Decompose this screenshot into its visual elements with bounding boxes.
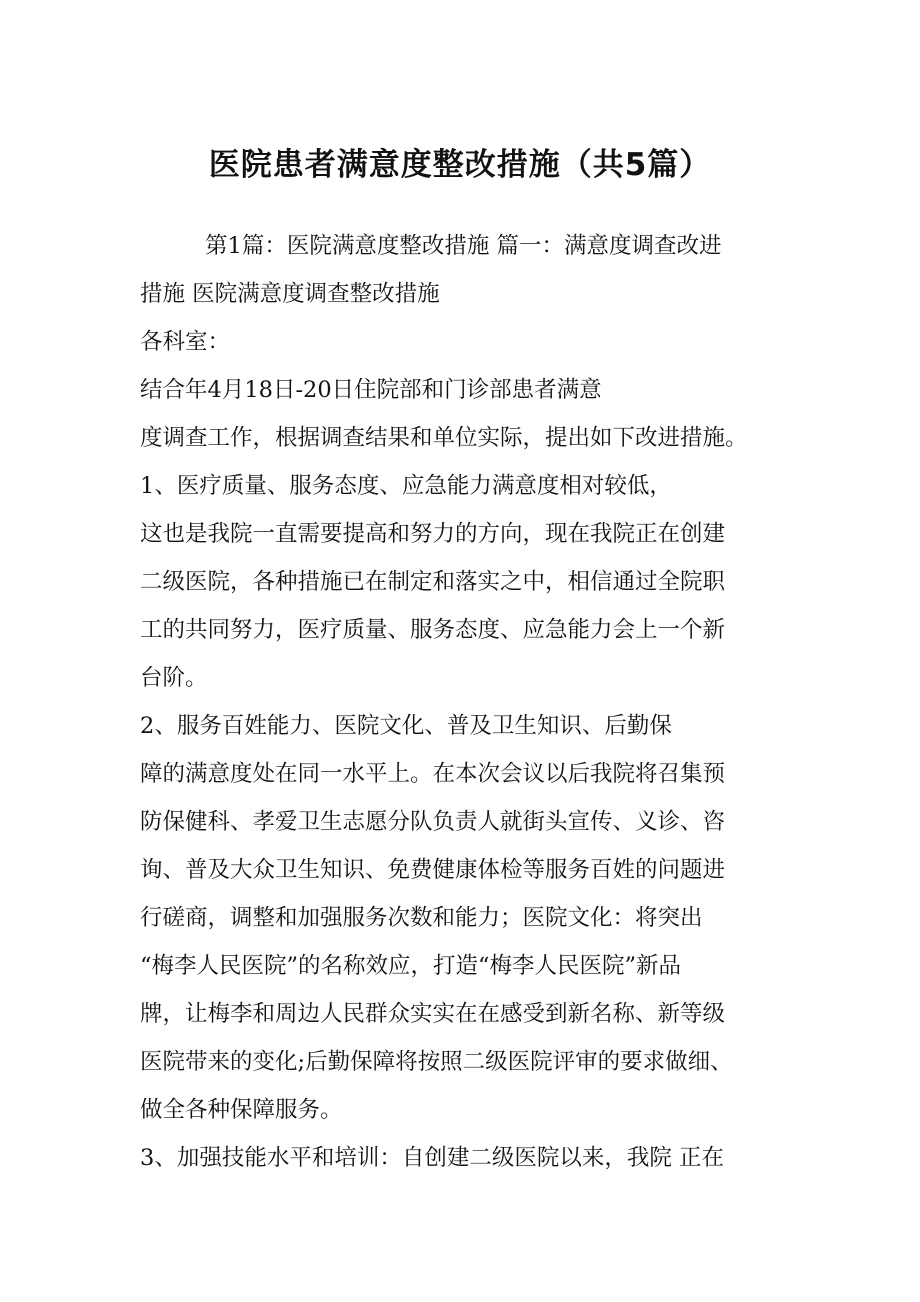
paragraph-line: 1、医疗质量、服务态度、应急能力满意度相对较低， — [140, 473, 672, 499]
paragraph-line: 2、服务百姓能力、医院文化、普及卫生知识、后勤保 — [140, 713, 672, 739]
paragraph-line: 工的共同努力，医疗质量、服务态度、应急能力会上一个新 — [140, 617, 726, 643]
paragraph-line: 做全各种保障服务。 — [140, 1097, 343, 1123]
paragraph-line: 这也是我院一直需要提高和努力的方向，现在我院正在创建 — [140, 521, 726, 547]
paragraph-line: 防保健科、孝爱卫生志愿分队负责人就街头宣传、义诊、咨 — [140, 809, 726, 835]
document-body — [140, 222, 785, 1182]
paragraph-line: 二级医院，各种措施已在制定和落实之中，相信通过全院职 — [140, 569, 726, 595]
paragraph-line: 询、普及大众卫生知识、免费健康体检等服务百姓的问题进 — [140, 857, 726, 883]
paragraph-line: 结合年4月18日-20日住院部和门诊部患者满意 — [140, 377, 602, 403]
paragraph-line: 医院带来的变化;后勤保障将按照二级医院评审的要求做细、 — [140, 1049, 733, 1075]
paragraph-line: 度调查工作，根据调查结果和单位实际，提出如下改进措施。 — [140, 425, 748, 451]
paragraph-line: 牌，让梅李和周边人民群众实实在在感受到新名称、新等级 — [140, 1001, 726, 1027]
paragraph-line: 第1篇：医院满意度整改措施 篇一：满意度调查改进 — [205, 233, 722, 259]
paragraph-line: 3、加强技能水平和培训：自创建二级医院以来，我院 正在 — [140, 1145, 724, 1171]
paragraph-line: 各科室： — [140, 329, 231, 355]
paragraph-line: 措施 医院满意度调查整改措施 — [140, 281, 440, 307]
document-title: 医院患者满意度整改措施（共5篇） — [208, 147, 712, 183]
paragraph-line: 台阶。 — [140, 665, 208, 691]
paragraph-line: “梅李人民医院”的名称效应，打造“梅李人民医院”新品 — [140, 953, 682, 979]
paragraph-line: 障的满意度处在同一水平上。在本次会议以后我院将召集预 — [140, 761, 726, 787]
paragraph-line: 行磋商，调整和加强服务次数和能力；医院文化：将突出 — [140, 905, 703, 931]
